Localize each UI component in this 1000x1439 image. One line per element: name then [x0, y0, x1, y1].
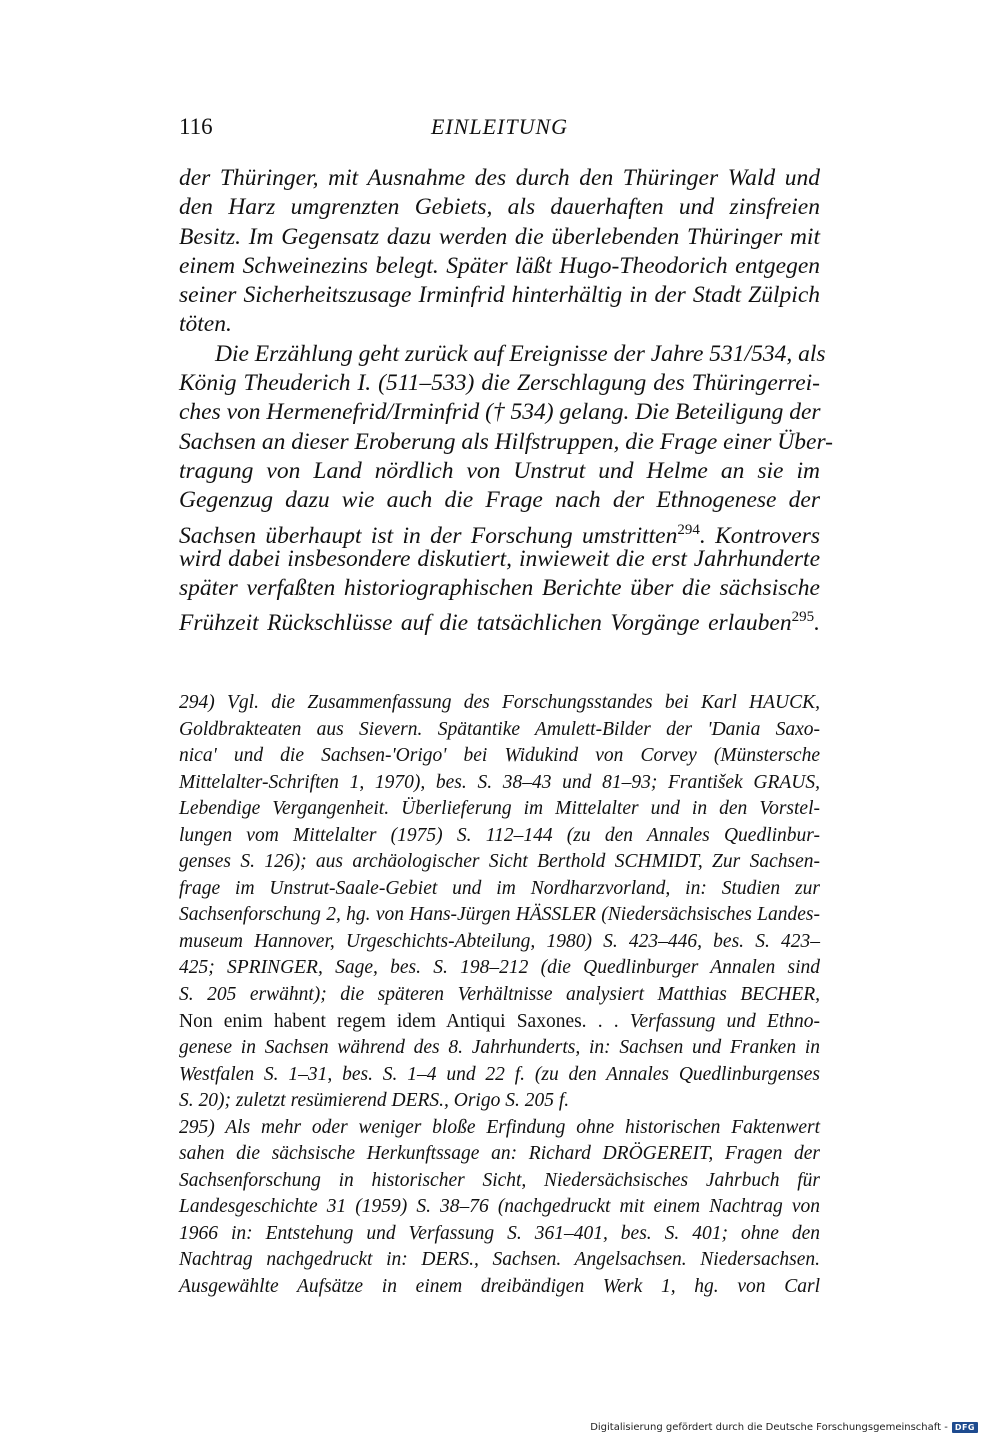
- footer-text: Digitalisierung gefördert durch die Deutsche Forschungsgemeinschaft -: [590, 1422, 948, 1433]
- text-line: ches von Hermenefrid/Irminfrid († 534) gelang. Die Beteiligung der: [179, 399, 821, 426]
- text-segment: Frühzeit Rückschlüsse auf die tatsächlichen Vorgänge erlauben: [179, 610, 792, 637]
- text-line: später verfaßten historiographischen Berichte über die sächsische: [179, 575, 820, 602]
- footnote-line: Sachsenforschung 2, hg. von Hans-Jürgen HÄSSLER (Niedersächsisches Landes-: [179, 904, 820, 926]
- footnote-line: genses S. 126); aus archäologischer Sicht Berthold SCHMIDT, Zur Sachsen-: [179, 851, 820, 873]
- footnote-line: 295) Als mehr oder weniger bloße Erfindung ohne historischen Faktenwert: [179, 1116, 820, 1138]
- text-line: töten.: [179, 311, 232, 338]
- footnote-line: S. 20); zuletzt resümierend DERS., Origo S. 205 f.: [179, 1090, 570, 1112]
- text-line: [179, 516, 820, 549]
- footnote-line: Landesgeschichte 31 (1959) S. 38–76 (nachgedruckt mit einem Nachtrag von: [179, 1196, 820, 1218]
- footnotes: [179, 690, 820, 1301]
- text-line: König Theuderich I. (511–533) die Zerschlagung des Thüringerrei-: [179, 370, 820, 397]
- footnote-line: S. 205 erwähnt); die späteren Verhältnisse analysiert Matthias BECHER,: [179, 984, 820, 1006]
- footnote-line: [179, 1009, 820, 1036]
- text-segment: Sachsen überhaupt ist in der Forschung umstritten: [179, 522, 678, 549]
- footnote-line: Lebendige Vergangenheit. Überlieferung im Mittelalter und in den Vorstel-: [179, 798, 820, 820]
- footnote-line: sahen die sächsische Herkunftssage an: Richard DRÖGEREIT, Fragen der: [179, 1143, 820, 1165]
- text-line: tragung von Land nördlich von Unstrut und Helme an sie im: [179, 457, 820, 484]
- text-line: wird dabei insbesondere diskutiert, inwieweit die erst Jahrhunderte: [179, 545, 820, 572]
- footnote-line: museum Hannover, Urgeschichts-Abteilung, 1980) S. 423–446, bes. S. 423–: [179, 930, 820, 952]
- footnote-line: 425; SPRINGER, Sage, bes. S. 198–212 (die Quedlinburger Annalen sind: [179, 957, 820, 979]
- text-segment: . Kontrovers: [699, 522, 820, 549]
- main-text: [179, 164, 833, 637]
- text-line: Sachsen an dieser Eroberung als Hilfstruppen, die Frage einer Über-: [179, 428, 833, 455]
- footnote-line: genese in Sachsen während des 8. Jahrhunderts, in: Sachsen und Franken in: [179, 1037, 820, 1059]
- footnote-ref-294[interactable]: 294: [677, 521, 700, 538]
- quoted-title: Non enim habent regem idem Antiqui Saxones. . .: [179, 1010, 630, 1032]
- footnote-line: Ausgewählte Aufsätze in einem dreibändigen Werk 1, hg. von Carl: [179, 1276, 820, 1298]
- text-line: der Thüringer, mit Ausnahme des durch den Thüringer Wald und: [179, 165, 820, 191]
- footnote-line: Westfalen S. 1–31, bes. S. 1–4 und 22 f. (zu den Annales Quedlinburgenses: [179, 1063, 820, 1085]
- dfg-logo: DFG: [952, 1422, 978, 1433]
- page-header: [179, 114, 820, 146]
- footnote-line: nica' und die Sachsen-'Origo' bei Widukind von Corvey (Münstersche: [179, 745, 820, 767]
- footnote-line: Sachsenforschung in historischer Sicht, Niedersächsisches Jahrbuch für: [179, 1169, 820, 1191]
- text-line: [179, 603, 820, 637]
- text-line: Besitz. Im Gegensatz dazu werden die überlebenden Thüringer mit: [179, 223, 820, 250]
- footnote-ref-295[interactable]: 295: [791, 609, 815, 626]
- text-line: den Harz umgrenzten Gebiets, als dauerhaften und zinsfreien: [179, 194, 820, 221]
- digitization-footer: [590, 1422, 978, 1433]
- text-segment: Verfassung und Ethno-: [629, 1010, 820, 1032]
- footnote-line: Mittelalter-Schriften 1, 1970), bes. S. 38–43 und 81–93; František GRAUS,: [179, 771, 820, 793]
- text-line: seiner Sicherheitszusage Irminfrid hinterhältig in der Stadt Zülpich: [179, 282, 820, 309]
- footnote-line: frage im Unstrut-Saale-Gebiet und im Nordharzvorland, in: Studien zur: [179, 877, 820, 899]
- running-head: EINLEITUNG: [430, 114, 569, 139]
- text-line: Die Erzählung geht zurück auf Ereignisse der Jahre 531/534, als: [215, 340, 826, 367]
- footnote-line: Goldbrakteaten aus Sievern. Spätantike Amulett-Bilder der 'Dania Saxo-: [179, 718, 820, 740]
- page-number: 116: [179, 114, 213, 139]
- footnote-line: Nachtrag nachgedruckt in: DERS., Sachsen. Angelsachsen. Niedersachsen.: [179, 1249, 820, 1271]
- footnote-line: lungen vom Mittelalter (1975) S. 112–144 (zu den Annales Quedlinbur-: [179, 824, 820, 846]
- footnote-line: 1966 in: Entstehung und Verfassung S. 361–401, bes. S. 401; ohne den: [179, 1222, 820, 1244]
- text-line: einem Schweinezins belegt. Später läßt Hugo-Theodorich entgegen: [179, 252, 820, 279]
- text-segment: .: [814, 610, 820, 637]
- footnote-line: 294) Vgl. die Zusammenfassung des Forschungsstandes bei Karl HAUCK,: [179, 692, 820, 713]
- text-line: Gegenzug dazu wie auch die Frage nach der Ethnogenese der: [179, 487, 820, 514]
